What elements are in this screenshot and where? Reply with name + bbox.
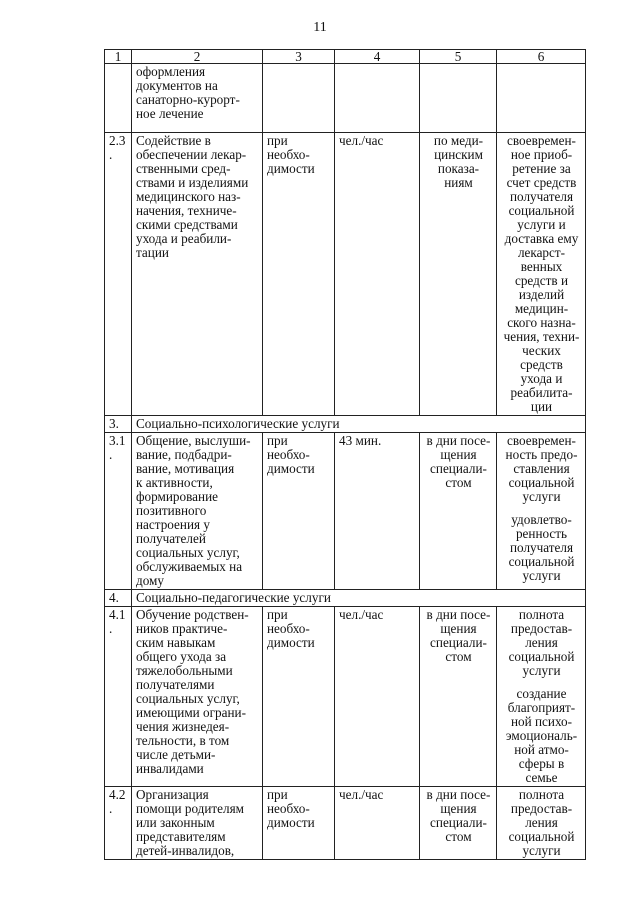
row-number: 2.3. [105, 133, 132, 416]
indicator-cell [497, 607, 586, 787]
section-row [105, 590, 586, 607]
service-name: Обучение родствен- ников практиче- ским навыкам общего ухода за тяжелобольными получателями социальных услуг, имеющими ограни- чения жизнедея- тельности, в том числе детьми- инвалидами [132, 607, 263, 787]
column-header-1: 1 [105, 50, 132, 64]
unit-cell [335, 64, 420, 133]
indicator-text: полнота предостав- ления социальной услуги [508, 607, 575, 678]
period-cell: при необхо- димости [263, 433, 335, 590]
table-row [105, 133, 586, 416]
service-name: Организация помощи родителям или законным представителям детей-инвалидов, [132, 787, 263, 860]
column-header-5: 5 [420, 50, 497, 64]
section-row [105, 416, 586, 433]
unit-cell: чел./час [335, 787, 420, 860]
indicator-text: создание благоприят- ной психо- эмоциональ- ной атмо- сферы в семье [505, 686, 578, 785]
conditions-cell [420, 64, 497, 133]
period-cell: при необхо- димости [263, 133, 335, 416]
indicator-text: удовлетво- ренность получателя социальной услуги [508, 512, 575, 583]
table-header-row [105, 50, 586, 64]
unit-cell: чел./час [335, 607, 420, 787]
column-header-2: 2 [132, 50, 263, 64]
conditions-cell: в дни посе- щения специали- стом [420, 787, 497, 860]
conditions-cell: в дни посе- щения специали- стом [420, 607, 497, 787]
row-number: 3.1. [105, 433, 132, 590]
period-cell [263, 64, 335, 133]
conditions-cell: в дни посе- щения специали- стом [420, 433, 497, 590]
section-number: 3. [105, 416, 132, 433]
unit-cell: чел./час [335, 133, 420, 416]
service-name: Общение, выслуши- вание, подбадри- вание, мотивация к активности, формирование позитивного настроения у получателей социальных услуг, обслуживаемых на дому [132, 433, 263, 590]
table-row [105, 787, 586, 860]
conditions-cell: по меди- цинским показа- ниям [420, 133, 497, 416]
table-row [105, 433, 586, 590]
service-name: Содействие в обеспечении лекар- ственными сред- ствами и изделиями медицинского наз- начения, техниче- скими средствами ухода и реабили- тации [132, 133, 263, 416]
table-row [105, 607, 586, 787]
service-name: оформления документов на санаторно-курорт- ное лечение [132, 64, 263, 133]
table-row [105, 64, 586, 133]
period-cell: при необхо- димости [263, 607, 335, 787]
row-number: 4.1. [105, 607, 132, 787]
column-header-4: 4 [335, 50, 420, 64]
column-header-6: 6 [497, 50, 586, 64]
section-title: Социально-психологические услуги [132, 416, 586, 433]
indicator-text: своевремен- ность предо- ставления социальной услуги [505, 433, 578, 504]
column-header-3: 3 [263, 50, 335, 64]
indicator-cell [497, 64, 586, 133]
indicator-cell [497, 433, 586, 590]
page-number: 11 [313, 20, 327, 35]
period-cell: при необхо- димости [263, 787, 335, 860]
indicator-cell: полнота предостав- ления социальной услуги [497, 787, 586, 860]
section-number: 4. [105, 590, 132, 607]
indicator-cell: своевремен- ное приоб- ретение за счет средств получателя социальной услуги и доставка ему лекарст- венных средств и изделий медицин- ского назна- чения, техни- ческих средств ухода и реабилита- ции [497, 133, 586, 416]
row-number [105, 64, 132, 133]
row-number: 4.2. [105, 787, 132, 860]
services-table [104, 49, 586, 860]
unit-cell: 43 мин. [335, 433, 420, 590]
section-title: Социально-педагогические услуги [132, 590, 586, 607]
